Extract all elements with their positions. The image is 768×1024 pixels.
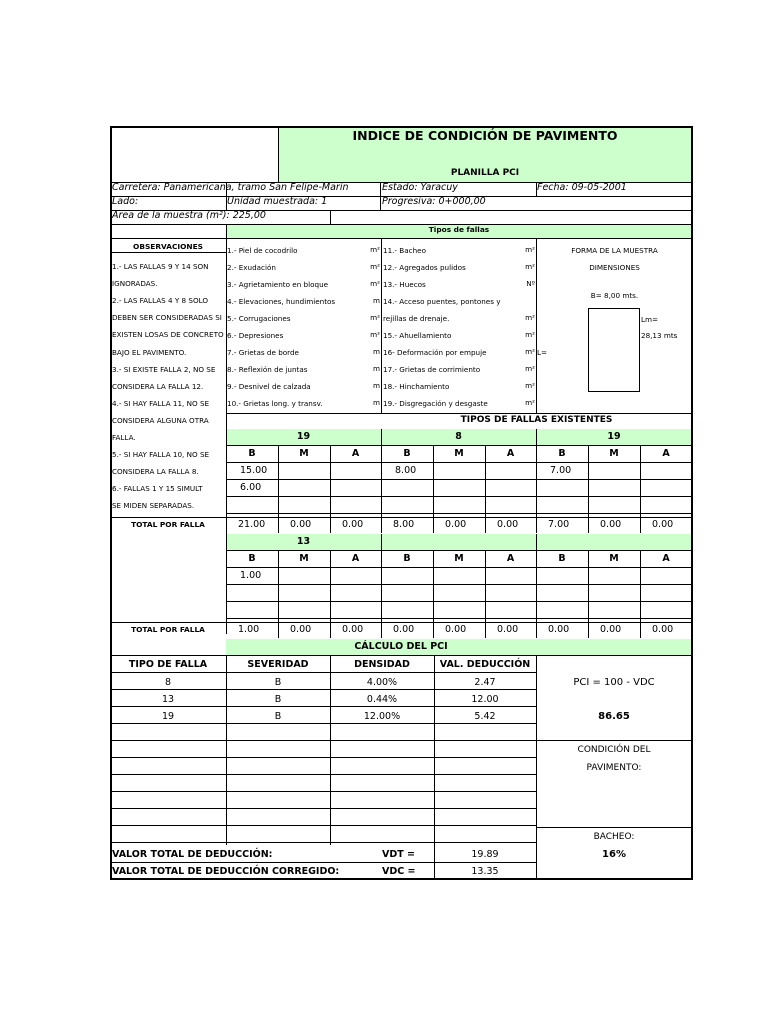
bacheo-label: BACHEO: [593,832,635,842]
total-cell: 7.00 [548,519,570,530]
grid-line [110,238,692,239]
falla-unit: m² [525,398,535,407]
calculo-cell: B [274,711,282,722]
severity-label: A [662,448,670,459]
total-cell: 0.00 [548,624,570,635]
severity-label: M [299,553,309,564]
calculo-cell: 13 [161,694,175,705]
grid-line [226,618,692,619]
observacion-line: CONSIDERA LA FALLA 8. [112,467,199,477]
fecha-field: Fecha: 09-05-2001 [537,182,627,193]
bacheo-value: 16% [602,849,626,860]
grid-line [330,210,331,224]
calculo-cell: B [274,677,282,688]
observacion-line: CONSIDERA ALGUNA OTRA [112,415,209,425]
measure-cell: 1.00 [240,570,262,581]
observacion-line: 4.- SI HAY FALLA 11, NO SE [112,398,210,408]
grid-line [110,808,536,809]
grid-line [536,182,537,196]
forma-b: B= 8,00 mts. [590,291,639,300]
total-cell: 0.00 [445,519,467,530]
total-cell: 0.00 [652,624,674,635]
page-title: INDICE DE CONDICIÓN DE PAVIMENTO [352,128,618,143]
observacion-line: BAJO EL PAVIMENTO. [112,347,187,357]
grid-line [536,534,537,638]
calculo-cell: 12.00% [363,711,401,722]
grid-line [278,126,279,182]
falla-unit: m² [370,245,380,254]
total-cell: 0.00 [497,519,519,530]
pci-form [110,126,692,880]
calculo-cell: 4.00% [366,677,398,688]
total-cell: 21.00 [238,519,266,530]
severity-label: A [351,448,360,459]
calculo-cell: 5.42 [474,711,496,722]
grid-line [110,224,692,225]
grid-line [110,126,692,128]
grid-line [536,429,537,533]
grid-line [110,842,536,843]
grid-line [226,601,692,602]
severity-label: B [403,448,411,459]
falla-unit: m [372,398,380,407]
grid-line [110,672,536,673]
grid-line [226,479,692,480]
falla-item: 10.- Grietas long. y transv. [227,399,323,408]
observacion-line: CONSIDERA LA FALLA 12. [112,381,204,391]
forma-lm: Lm= [641,315,659,324]
measure-cell: 6.00 [240,482,262,493]
falla-item: 1.- Piel de cocodrilo [227,246,298,255]
calculo-cell: 2.47 [474,677,496,688]
falla-unit: m² [525,313,535,322]
severity-label: M [299,448,309,459]
calculo-cell: 12.00 [471,694,499,705]
grid-line [110,182,692,183]
falla-item: 2.- Exudación [227,263,276,272]
grid-line [110,723,536,724]
severity-label: B [558,448,566,459]
falla-unit: m² [525,262,535,271]
calculo-cell: 19 [161,711,175,722]
grid-line [110,517,692,518]
falla-item: 8.- Reflexión de juntas [227,365,308,374]
forma-lm-val: 28,13 mts [641,331,678,340]
calculo-header: TIPO DE FALLA [128,659,208,670]
grid-line [226,224,227,634]
measure-cell: 8.00 [395,465,417,476]
tipos-existentes-title: TIPOS DE FALLAS EXISTENTES [460,415,613,425]
falla-item: 6.- Depresiones [227,331,284,340]
falla-unit: m² [525,381,535,390]
falla-group: 13 [296,536,311,547]
carretera-field: Carretera: Panamericana, tramo San Felipe-Marin [112,182,349,193]
severity-label: A [506,553,515,564]
falla-item: 12.- Agregados pulidos [383,263,466,272]
total-cell: 0.00 [600,519,622,530]
grid-line [110,655,692,656]
observacion-line: 6.- FALLAS 1 Y 15 SIMULT [112,484,203,494]
measure-cell: 7.00 [550,465,572,476]
total-cell: 1.00 [238,624,260,635]
falla-unit: m² [370,262,380,271]
falla-item: rejillas de drenaje. [383,314,450,323]
grid-line [226,462,692,463]
severity-label: B [403,553,411,564]
severity-label: M [454,448,464,459]
falla-item: 19.- Disgregación y desgaste [383,399,488,408]
calculo-header: DENSIDAD [354,659,410,670]
falla-item: 4.- Elevaciones, hundimientos [227,297,336,306]
falla-item: 15.- Ahuellamiento [383,331,452,340]
grid-line [226,584,692,585]
grid-line [588,550,589,638]
grid-line [434,655,435,878]
grid-line [110,791,536,792]
grid-line [380,182,381,210]
severity-label: B [248,553,256,564]
falla-unit: m² [370,279,380,288]
grid-line [485,445,486,533]
grid-line [433,550,434,638]
vdc-symbol: VDC = [382,866,416,877]
grid-line [226,550,692,551]
area-field: Area de la muestra (m²): 225,00 [112,210,266,221]
grid-line [330,445,331,533]
falla-unit: m [372,364,380,373]
observacion-line: EXISTEN LOSAS DE CONCRETO [112,330,224,340]
falla-item: 18.- Hinchamiento [383,382,450,391]
total-cell: 0.00 [497,624,519,635]
falla-unit: Nº [526,279,535,288]
grid-line [110,126,112,880]
observacion-line: 2.- LAS FALLAS 4 Y 8 SOLO [112,296,209,306]
unidad-field: Unidad muestrada: 1 [227,196,328,207]
grid-line [536,827,692,828]
grid-line [110,774,536,775]
grid-line [381,429,382,533]
observacion-line: DEBEN SER CONSIDERADAS SI [112,313,222,323]
observacion-line: 5.- SI HAY FALLA 10, NO SE [112,450,210,460]
total-label: TOTAL POR FALLA [131,625,205,634]
total-cell: 0.00 [652,519,674,530]
total-cell: 0.00 [290,624,312,635]
grid-line [110,252,226,253]
grid-line [536,238,537,413]
falla-unit: m² [525,364,535,373]
falla-item: 5.- Corrugaciones [227,314,291,323]
grid-line [110,210,692,211]
calculo-header: SEVERIDAD [247,659,309,670]
grid-line [691,126,693,880]
severity-label: M [454,553,464,564]
grid-line [536,740,692,741]
severity-label: M [609,553,619,564]
grid-line [536,655,537,878]
severity-label: A [662,553,670,564]
grid-line [640,445,641,533]
falla-unit: m [372,381,380,390]
grid-line [110,740,536,741]
total-cell: 0.00 [342,519,364,530]
falla-group: 8 [455,431,462,442]
falla-item: 9.- Desnivel de calzada [227,382,311,391]
calculo-cell: 0.44% [366,694,398,705]
grid-line [381,534,382,638]
observaciones-title: OBSERVACIONES [133,242,203,251]
grid-line [110,825,536,826]
tipos-fallas-title: Tipos de fallas [428,225,490,234]
grid-line [226,413,692,414]
sample-rectangle [588,308,640,392]
grid-line [226,496,692,497]
vdc-label: VALOR TOTAL DE DEDUCCIÓN CORREGIDO: [112,866,340,877]
falla-unit: m [372,296,380,305]
vdc-value: 13.35 [471,866,499,877]
forma-dim: DIMENSIONES [589,263,640,272]
grid-line [110,689,536,690]
falla-item: 13.- Huecos [383,280,426,289]
observacion-line: 1.- LAS FALLAS 9 Y 14 SON [112,262,209,271]
forma-title: FORMA DE LA MUESTRA [571,246,658,255]
grid-line [110,862,536,863]
grid-line [278,550,279,638]
progresiva-field: Progresiva: 0+000,00 [382,196,486,207]
grid-line [226,567,692,568]
grid-line [330,550,331,638]
measure-cell: 15.00 [240,465,268,476]
calculo-cell: 8 [164,677,172,688]
calculo-cell: B [274,694,282,705]
grid-line [110,196,692,197]
subtitle: PLANILLA PCI [450,168,520,178]
observacion-line: IGNORADAS. [112,279,158,289]
falla-unit: m² [525,245,535,254]
severity-label: A [506,448,515,459]
grid-line [110,622,692,623]
severity-label: M [609,448,619,459]
observacion-line: FALLA. [112,433,136,442]
falla-item: 17.- Grietas de corrimiento [383,365,481,374]
falla-group: 19 [607,431,621,442]
grid-line [433,445,434,533]
severity-label: B [558,553,566,564]
falla-unit: m [372,347,380,356]
total-cell: 8.00 [393,519,415,530]
grid-line [110,878,692,880]
falla-item: 7.- Grietas de borde [227,348,299,357]
grid-line [226,513,692,514]
lado-field: Lado: [112,196,139,207]
falla-unit: m² [370,330,380,339]
falla-group: 19 [296,431,311,442]
grid-line [226,655,227,845]
falla-item: 11.- Bacheo [383,246,426,255]
severity-label: B [248,448,256,459]
condicion-label-2: PAVIMENTO: [586,763,642,773]
pci-formula: PCI = 100 - VDC [573,677,655,688]
calculo-header: VAL. DEDUCCIÓN [439,659,531,670]
pci-value: 86.65 [598,711,630,722]
condicion-label: CONDICIÓN DEL [577,745,651,755]
total-cell: 0.00 [342,624,364,635]
grid-line [226,182,227,210]
calculo-title: CÁLCULO DEL PCI [354,641,448,652]
vdt-value: 19.89 [471,849,499,860]
grid-line [226,445,692,446]
falla-unit: m² [525,330,535,339]
grid-line [330,655,331,845]
grid-line [110,757,536,758]
grid-line [381,238,382,413]
total-cell: 0.00 [290,519,312,530]
observacion-line: 3.- SI EXISTE FALLA 2, NO SE [112,364,216,374]
estado-field: Estado: Yaracuy [382,182,458,193]
falla-item: 3.- Agrietamiento en bloque [227,280,329,289]
forma-l: L= [537,348,548,357]
grid-line [588,445,589,533]
total-cell: 0.00 [600,624,622,635]
falla-item: 14.- Acceso puentes, pontones y [383,297,501,306]
grid-line [640,550,641,638]
grid-line [485,550,486,638]
total-cell: 0.00 [393,624,415,635]
total-cell: 0.00 [445,624,467,635]
falla-item: 16- Deformación por empuje [383,348,487,357]
vdt-symbol: VDT = [382,849,415,860]
vdt-label: VALOR TOTAL DE DEDUCCIÓN: [112,849,273,860]
falla-unit: m² [525,347,535,356]
severity-label: A [351,553,360,564]
total-label: TOTAL POR FALLA [131,520,205,529]
observacion-line: SE MIDEN SEPARADAS. [112,501,195,511]
falla-unit: m² [370,313,380,322]
grid-line [110,706,536,707]
grid-line [278,445,279,533]
